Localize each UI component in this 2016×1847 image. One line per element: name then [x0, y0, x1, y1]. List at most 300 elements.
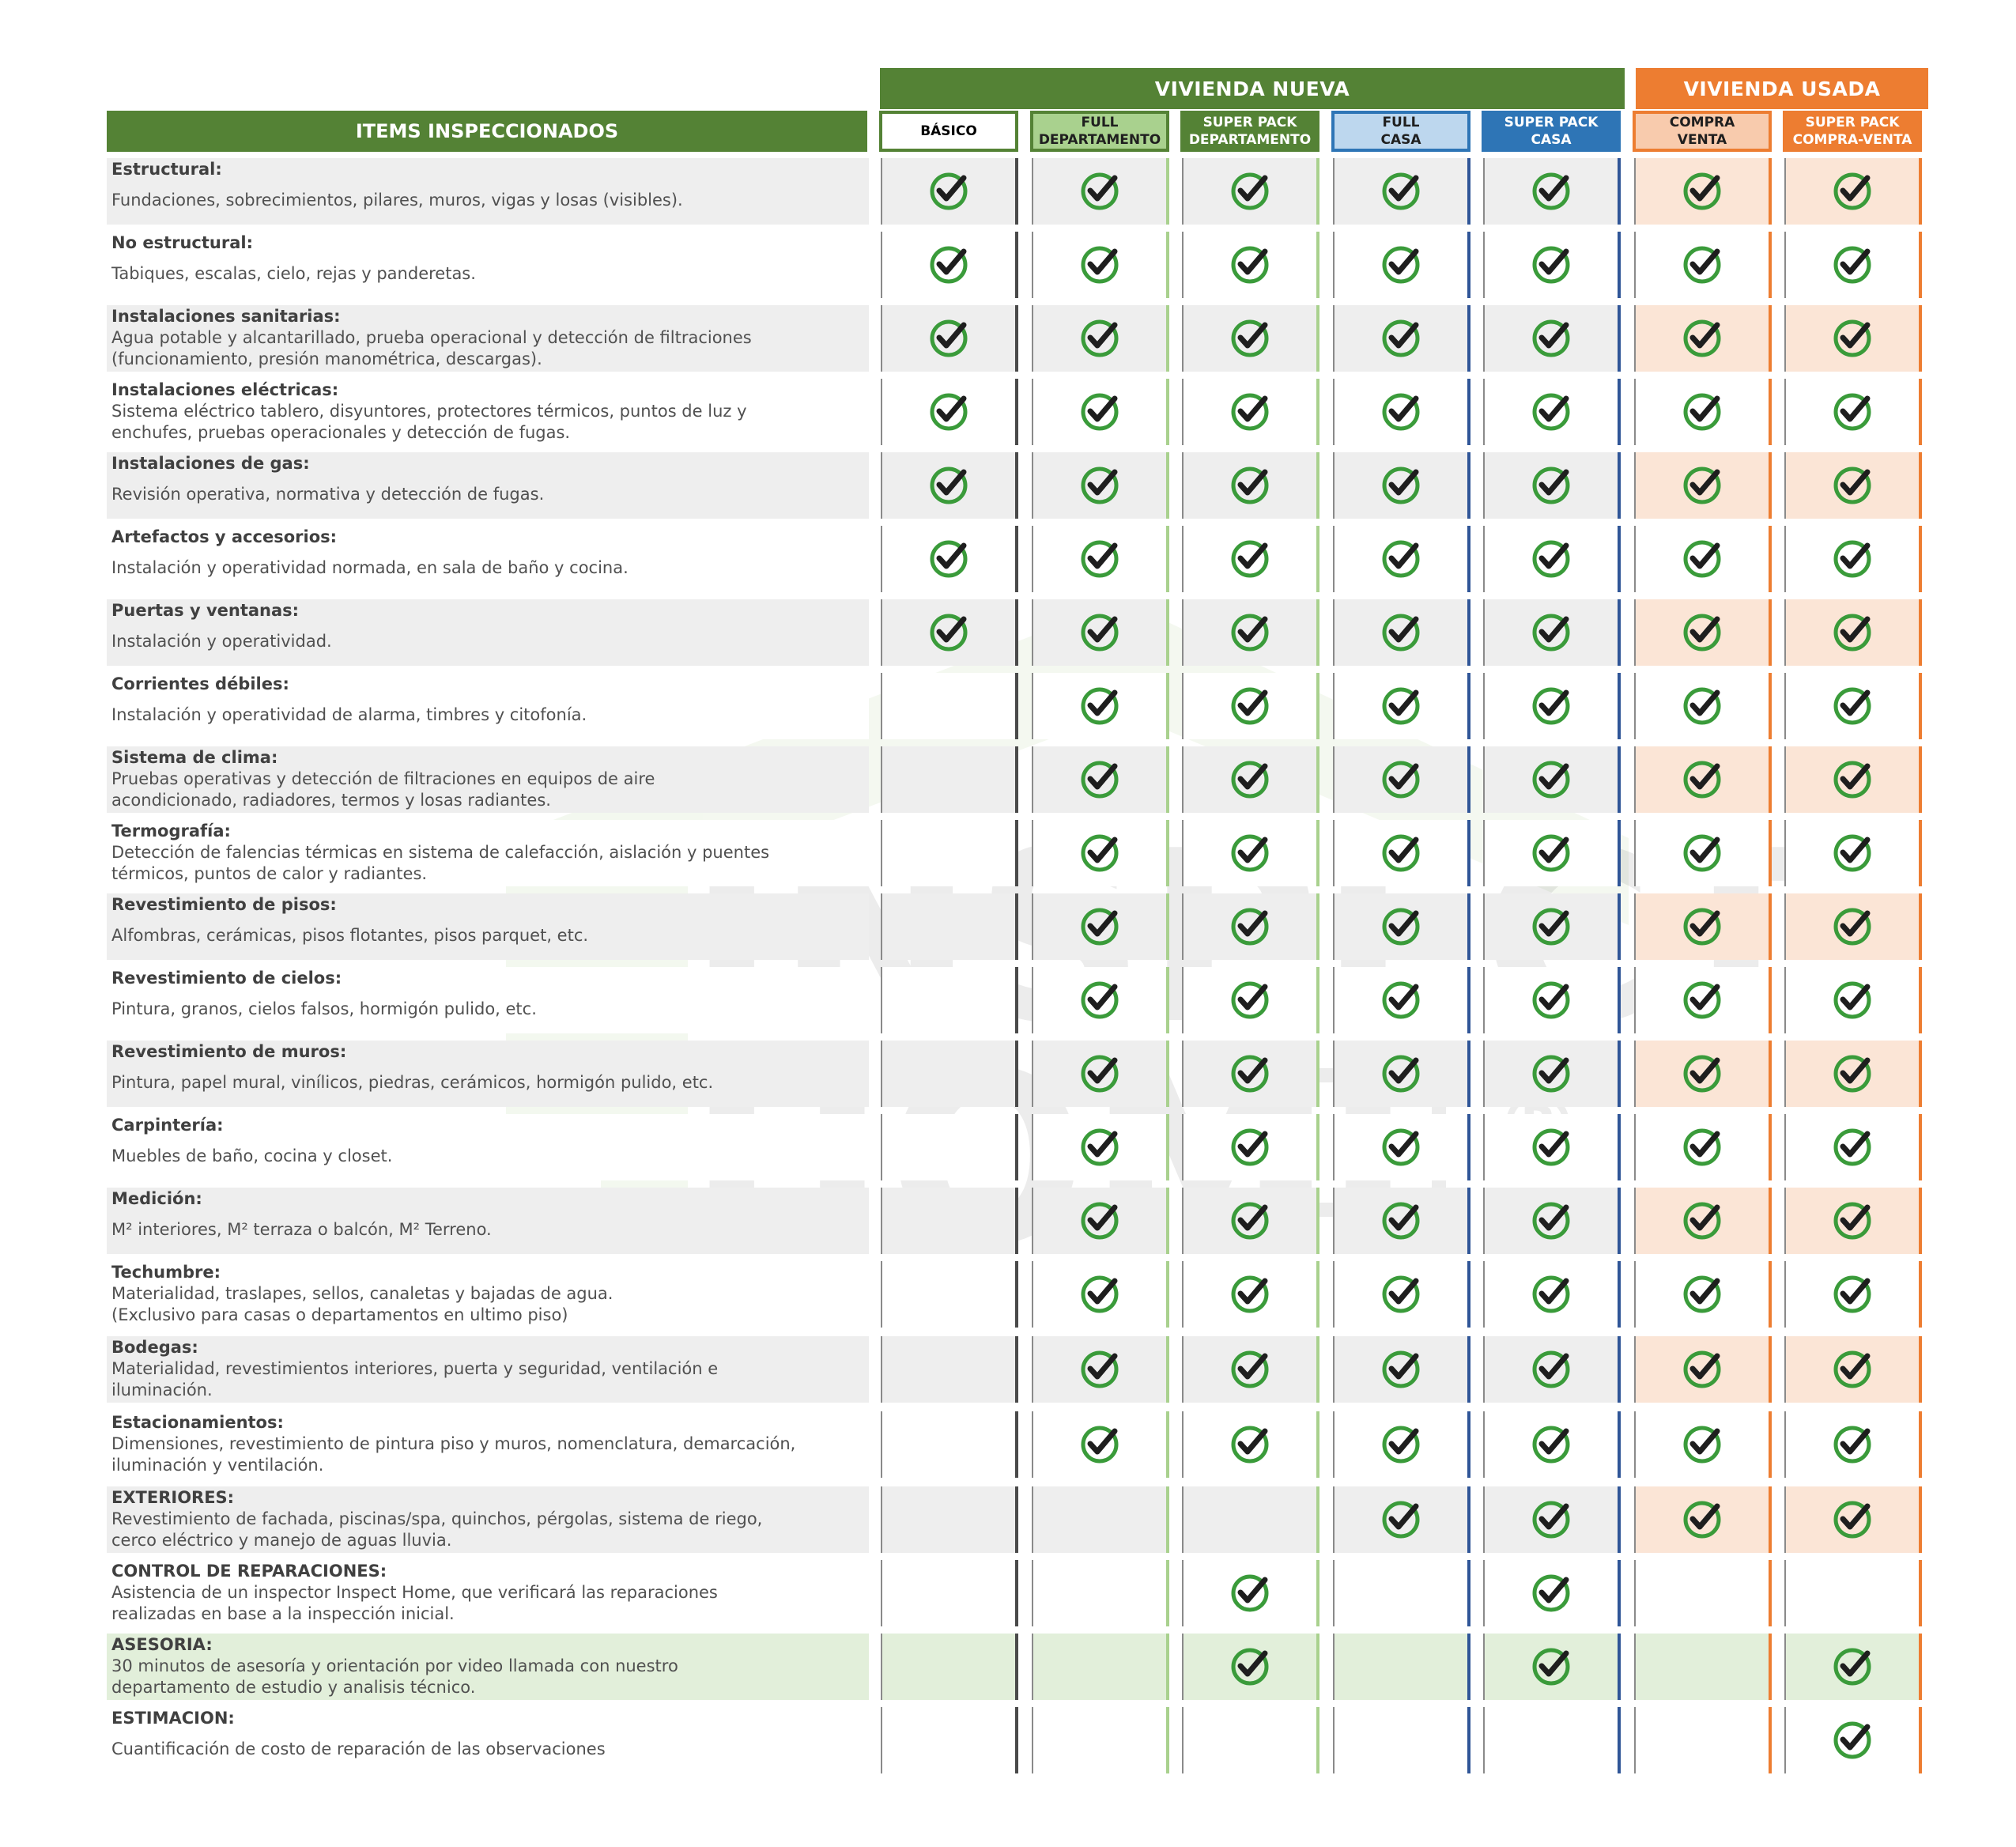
item-description: Materialidad, traslapes, sellos, canaletas y bajadas de agua. (Exclusivo para casas o departamentos en ultimo piso)	[111, 1284, 613, 1324]
check-icon	[1380, 759, 1421, 800]
cell-compra-venta	[1634, 379, 1772, 445]
check-icon	[1229, 980, 1270, 1021]
cell-super-pack-casa	[1483, 1114, 1621, 1180]
item-title: Revestimiento de pisos:	[111, 895, 337, 914]
cell-super-pack-departamento	[1182, 232, 1319, 298]
item-description: Instalación y operatividad normada, en sala de baño y cocina.	[111, 558, 629, 577]
table-row	[0, 379, 2016, 445]
check-icon	[1229, 318, 1270, 359]
cell-super-pack-departamento	[1182, 1707, 1319, 1773]
cell-super-pack-casa	[1483, 1188, 1621, 1254]
cell-basico	[881, 967, 1018, 1033]
cell-super-pack-compra-venta	[1784, 526, 1922, 592]
check-icon	[1229, 465, 1270, 506]
check-icon	[1531, 612, 1572, 653]
check-icon	[1682, 686, 1723, 727]
cell-full-casa	[1333, 452, 1470, 519]
cell-super-pack-departamento	[1182, 599, 1319, 666]
item-description: Tabiques, escalas, cielo, rejas y panderetas.	[111, 264, 476, 283]
check-icon	[1531, 1200, 1572, 1241]
cell-basico	[881, 1707, 1018, 1773]
table-row	[0, 452, 2016, 519]
check-icon	[1380, 980, 1421, 1021]
cell-super-pack-casa	[1483, 1486, 1621, 1553]
cell-basico	[881, 1114, 1018, 1180]
check-icon	[1682, 1349, 1723, 1390]
cell-full-departamento	[1032, 379, 1169, 445]
cell-full-casa	[1333, 1634, 1470, 1700]
cell-super-pack-casa	[1483, 820, 1621, 886]
cell-basico	[881, 820, 1018, 886]
cell-super-pack-departamento	[1182, 893, 1319, 960]
cell-full-casa	[1333, 1041, 1470, 1107]
table-row	[0, 232, 2016, 298]
item-title: No estructural:	[111, 233, 253, 252]
table-row	[0, 1707, 2016, 1773]
check-icon	[1229, 1200, 1270, 1241]
check-icon	[1832, 833, 1873, 874]
cell-basico	[881, 1486, 1018, 1553]
cell-super-pack-departamento	[1182, 158, 1319, 225]
cell-basico	[881, 452, 1018, 519]
check-icon	[1079, 171, 1120, 212]
check-icon	[1229, 391, 1270, 432]
check-icon	[1832, 1349, 1873, 1390]
cell-full-casa	[1333, 893, 1470, 960]
item-description: Detección de falencias térmicas en sistema de calefacción, aislación y puentes térmicos, puntos de calor y radiantes.	[111, 843, 770, 883]
cell-basico	[881, 379, 1018, 445]
check-icon	[1531, 833, 1572, 874]
cell-super-pack-compra-venta	[1784, 1041, 1922, 1107]
cell-super-pack-departamento	[1182, 1411, 1319, 1478]
item-description: Instalación y operatividad.	[111, 632, 332, 651]
check-icon	[1832, 1499, 1873, 1540]
check-icon	[1682, 1053, 1723, 1094]
check-icon	[1380, 1349, 1421, 1390]
check-icon	[1229, 1053, 1270, 1094]
cell-full-departamento	[1032, 820, 1169, 886]
check-icon	[1682, 1424, 1723, 1465]
cell-compra-venta	[1634, 1707, 1772, 1773]
check-icon	[1079, 1127, 1120, 1168]
check-icon	[1832, 1424, 1873, 1465]
item-title: Sistema de clima:	[111, 748, 278, 767]
check-icon	[1079, 906, 1120, 947]
item-description: Dimensiones, revestimiento de pintura piso y muros, nomenclatura, demarcación, iluminación y ventilación.	[111, 1434, 796, 1475]
cell-full-departamento	[1032, 673, 1169, 739]
check-icon	[1380, 906, 1421, 947]
cell-basico	[881, 1336, 1018, 1403]
table-row	[0, 526, 2016, 592]
cell-full-casa	[1333, 158, 1470, 225]
check-icon	[1832, 980, 1873, 1021]
cell-compra-venta	[1634, 893, 1772, 960]
cell-compra-venta	[1634, 599, 1772, 666]
check-icon	[1380, 1274, 1421, 1315]
check-icon	[1229, 759, 1270, 800]
check-icon	[1682, 171, 1723, 212]
cell-super-pack-compra-venta	[1784, 1707, 1922, 1773]
item-description: Asistencia de un inspector Inspect Home, que verificará las reparaciones realizadas en base a la inspección inicial.	[111, 1583, 718, 1623]
cell-full-departamento	[1032, 452, 1169, 519]
cell-super-pack-compra-venta	[1784, 305, 1922, 372]
cell-compra-venta	[1634, 673, 1772, 739]
check-icon	[1682, 612, 1723, 653]
cell-full-departamento	[1032, 526, 1169, 592]
check-icon	[1380, 1424, 1421, 1465]
check-icon	[1079, 686, 1120, 727]
check-icon	[1531, 1424, 1572, 1465]
cell-basico	[881, 893, 1018, 960]
cell-full-departamento	[1032, 1707, 1169, 1773]
check-icon	[1531, 465, 1572, 506]
cell-super-pack-casa	[1483, 893, 1621, 960]
cell-full-departamento	[1032, 158, 1169, 225]
cell-super-pack-departamento	[1182, 1336, 1319, 1403]
cell-super-pack-departamento	[1182, 1041, 1319, 1107]
check-icon	[1229, 906, 1270, 947]
item-description: Pruebas operativas y detección de filtraciones en equipos de aire acondicionado, radiadores, termos y losas radiantes.	[111, 769, 655, 810]
cell-super-pack-casa	[1483, 746, 1621, 813]
cell-super-pack-departamento	[1182, 1486, 1319, 1553]
check-icon	[1229, 1573, 1270, 1614]
cell-super-pack-casa	[1483, 232, 1621, 298]
cell-basico	[881, 1411, 1018, 1478]
cell-super-pack-casa	[1483, 1707, 1621, 1773]
package-header-full-casa: FULL CASA	[1331, 111, 1470, 152]
check-icon	[1832, 391, 1873, 432]
check-icon	[1682, 318, 1723, 359]
cell-super-pack-departamento	[1182, 967, 1319, 1033]
check-icon	[1380, 1053, 1421, 1094]
item-title: Instalaciones eléctricas:	[111, 380, 339, 399]
cell-basico	[881, 1041, 1018, 1107]
table-row	[0, 746, 2016, 813]
cell-compra-venta	[1634, 1336, 1772, 1403]
check-icon	[1682, 1274, 1723, 1315]
check-icon	[1380, 1127, 1421, 1168]
package-header-super-pack-compra-venta: SUPER PACK COMPRA-VENTA	[1783, 111, 1922, 152]
check-icon	[1079, 318, 1120, 359]
check-icon	[1079, 391, 1120, 432]
check-icon	[1079, 1200, 1120, 1241]
cell-full-casa	[1333, 1560, 1470, 1626]
check-icon	[928, 612, 969, 653]
table-row	[0, 158, 2016, 225]
item-title: Instalaciones de gas:	[111, 454, 310, 473]
item-title: Revestimiento de muros:	[111, 1042, 347, 1061]
check-icon	[1229, 1424, 1270, 1465]
check-icon	[1380, 686, 1421, 727]
cell-super-pack-casa	[1483, 1336, 1621, 1403]
check-icon	[1531, 391, 1572, 432]
cell-super-pack-casa	[1483, 526, 1621, 592]
package-header-basico: BÁSICO	[879, 111, 1018, 152]
item-title: Artefactos y accesorios:	[111, 527, 338, 546]
check-icon	[1531, 244, 1572, 285]
check-icon	[1832, 1127, 1873, 1168]
check-icon	[1229, 1127, 1270, 1168]
check-icon	[1531, 1127, 1572, 1168]
check-icon	[1682, 980, 1723, 1021]
item-description: Materialidad, revestimientos interiores, puerta y seguridad, ventilación e iluminación.	[111, 1359, 719, 1399]
cell-super-pack-casa	[1483, 1261, 1621, 1328]
check-icon	[1682, 906, 1723, 947]
table-row	[0, 893, 2016, 960]
check-icon	[1682, 1499, 1723, 1540]
check-icon	[928, 318, 969, 359]
cell-super-pack-compra-venta	[1784, 967, 1922, 1033]
check-icon	[928, 244, 969, 285]
item-title: EXTERIORES:	[111, 1488, 235, 1507]
check-icon	[1380, 538, 1421, 580]
cell-super-pack-departamento	[1182, 1188, 1319, 1254]
item-description: Cuantificación de costo de reparación de las observaciones	[111, 1739, 606, 1758]
check-icon	[1832, 1274, 1873, 1315]
cell-full-casa	[1333, 379, 1470, 445]
check-icon	[928, 538, 969, 580]
check-icon	[1832, 465, 1873, 506]
table-row	[0, 599, 2016, 666]
cell-compra-venta	[1634, 967, 1772, 1033]
cell-super-pack-casa	[1483, 379, 1621, 445]
check-icon	[1380, 391, 1421, 432]
cell-super-pack-departamento	[1182, 379, 1319, 445]
check-icon	[1832, 171, 1873, 212]
table-row	[0, 1411, 2016, 1478]
cell-super-pack-casa	[1483, 158, 1621, 225]
check-icon	[1682, 1127, 1723, 1168]
cell-basico	[881, 305, 1018, 372]
check-icon	[1380, 1200, 1421, 1241]
check-icon	[1079, 244, 1120, 285]
item-description: Muebles de baño, cocina y closet.	[111, 1146, 393, 1165]
cell-super-pack-departamento	[1182, 305, 1319, 372]
cell-full-departamento	[1032, 1411, 1169, 1478]
item-description: M² interiores, M² terraza o balcón, M² Terreno.	[111, 1220, 492, 1239]
check-icon	[1832, 686, 1873, 727]
table-row	[0, 967, 2016, 1033]
cell-super-pack-compra-venta	[1784, 746, 1922, 813]
check-icon	[1531, 980, 1572, 1021]
cell-super-pack-departamento	[1182, 673, 1319, 739]
cell-compra-venta	[1634, 232, 1772, 298]
cell-basico	[881, 232, 1018, 298]
check-icon	[1079, 538, 1120, 580]
item-title: Puertas y ventanas:	[111, 601, 300, 620]
cell-compra-venta	[1634, 1486, 1772, 1553]
check-icon	[1380, 244, 1421, 285]
check-icon	[1079, 759, 1120, 800]
item-description: 30 minutos de asesoría y orientación por video llamada con nuestro departamento de estudio y analisis técnico.	[111, 1656, 678, 1697]
cell-basico	[881, 746, 1018, 813]
cell-super-pack-departamento	[1182, 1114, 1319, 1180]
check-icon	[1682, 833, 1723, 874]
item-title: Carpintería:	[111, 1116, 224, 1135]
cell-full-casa	[1333, 746, 1470, 813]
check-icon	[1079, 833, 1120, 874]
check-icon	[1229, 1646, 1270, 1687]
vivienda-usada-header: VIVIENDA USADA	[1636, 68, 1928, 109]
item-title: Revestimiento de cielos:	[111, 969, 342, 988]
cell-basico	[881, 1634, 1018, 1700]
cell-compra-venta	[1634, 1411, 1772, 1478]
cell-super-pack-casa	[1483, 452, 1621, 519]
item-title: Instalaciones sanitarias:	[111, 307, 341, 326]
cell-basico	[881, 1188, 1018, 1254]
cell-compra-venta	[1634, 158, 1772, 225]
check-icon	[1832, 612, 1873, 653]
item-title: Medición:	[111, 1189, 202, 1208]
cell-full-casa	[1333, 1486, 1470, 1553]
cell-full-casa	[1333, 305, 1470, 372]
item-title: Estacionamientos:	[111, 1413, 284, 1432]
package-header-full-departamento: FULL DEPARTAMENTO	[1030, 111, 1169, 152]
cell-compra-venta	[1634, 1560, 1772, 1626]
check-icon	[1229, 538, 1270, 580]
item-description: Instalación y operatividad de alarma, timbres y citofonía.	[111, 705, 587, 724]
table-row	[0, 1486, 2016, 1553]
table-row	[0, 1336, 2016, 1403]
check-icon	[1380, 465, 1421, 506]
check-icon	[1531, 318, 1572, 359]
item-title: Estructural:	[111, 160, 222, 179]
check-icon	[928, 465, 969, 506]
package-header-super-pack-departamento: SUPER PACK DEPARTAMENTO	[1180, 111, 1319, 152]
cell-super-pack-compra-venta	[1784, 1560, 1922, 1626]
cell-compra-venta	[1634, 305, 1772, 372]
check-icon	[1079, 465, 1120, 506]
cell-full-departamento	[1032, 1486, 1169, 1553]
cell-super-pack-compra-venta	[1784, 1336, 1922, 1403]
check-icon	[1531, 1573, 1572, 1614]
cell-full-departamento	[1032, 746, 1169, 813]
check-icon	[1531, 686, 1572, 727]
check-icon	[1229, 833, 1270, 874]
item-description: Agua potable y alcantarillado, prueba operacional y detección de filtraciones (funcionamiento, presión manométrica, descargas).	[111, 328, 752, 368]
cell-super-pack-casa	[1483, 599, 1621, 666]
cell-full-departamento	[1032, 1634, 1169, 1700]
cell-super-pack-compra-venta	[1784, 1261, 1922, 1328]
cell-full-casa	[1333, 1707, 1470, 1773]
item-description: Revestimiento de fachada, piscinas/spa, quinchos, pérgolas, sistema de riego, cerco eléctrico y manejo de aguas lluvia.	[111, 1509, 763, 1550]
cell-full-casa	[1333, 1411, 1470, 1478]
cell-super-pack-departamento	[1182, 452, 1319, 519]
check-icon	[1380, 318, 1421, 359]
check-icon	[1531, 759, 1572, 800]
item-description: Sistema eléctrico tablero, disyuntores, protectores térmicos, puntos de luz y enchufes, pruebas operacionales y detección de fugas.	[111, 402, 747, 442]
cell-super-pack-departamento	[1182, 1560, 1319, 1626]
check-icon	[1079, 980, 1120, 1021]
item-title: Techumbre:	[111, 1263, 221, 1282]
cell-super-pack-compra-venta	[1784, 673, 1922, 739]
cell-compra-venta	[1634, 1634, 1772, 1700]
check-icon	[1832, 1200, 1873, 1241]
check-icon	[1531, 1646, 1572, 1687]
check-icon	[1531, 171, 1572, 212]
cell-basico	[881, 599, 1018, 666]
check-icon	[1832, 538, 1873, 580]
check-icon	[1229, 612, 1270, 653]
cell-super-pack-departamento	[1182, 1634, 1319, 1700]
item-title: Termografía:	[111, 822, 231, 840]
check-icon	[1682, 1200, 1723, 1241]
cell-super-pack-casa	[1483, 673, 1621, 739]
cell-full-departamento	[1032, 1188, 1169, 1254]
cell-full-departamento	[1032, 893, 1169, 960]
item-title: Bodegas:	[111, 1338, 198, 1357]
cell-super-pack-compra-venta	[1784, 599, 1922, 666]
table-row	[0, 1041, 2016, 1107]
cell-compra-venta	[1634, 1041, 1772, 1107]
check-icon	[1380, 171, 1421, 212]
items-inspeccionados-header: ITEMS INSPECCIONADOS	[107, 111, 867, 152]
cell-full-casa	[1333, 526, 1470, 592]
table-row	[0, 1261, 2016, 1328]
package-header-compra-venta: COMPRA VENTA	[1633, 111, 1772, 152]
table-row	[0, 673, 2016, 739]
table-row	[0, 1114, 2016, 1180]
check-icon	[1531, 538, 1572, 580]
cell-super-pack-casa	[1483, 1411, 1621, 1478]
cell-full-casa	[1333, 673, 1470, 739]
cell-full-casa	[1333, 967, 1470, 1033]
check-icon	[1832, 318, 1873, 359]
cell-full-departamento	[1032, 1560, 1169, 1626]
cell-super-pack-casa	[1483, 1041, 1621, 1107]
item-description: Pintura, papel mural, vinílicos, piedras, cerámicos, hormigón pulido, etc.	[111, 1073, 714, 1092]
cell-super-pack-casa	[1483, 1634, 1621, 1700]
cell-super-pack-casa	[1483, 967, 1621, 1033]
cell-basico	[881, 1560, 1018, 1626]
item-description: Revisión operativa, normativa y detección de fugas.	[111, 485, 545, 504]
item-title: ASESORIA:	[111, 1635, 213, 1654]
cell-full-departamento	[1032, 305, 1169, 372]
cell-full-casa	[1333, 1336, 1470, 1403]
item-description: Fundaciones, sobrecimientos, pilares, muros, vigas y losas (visibles).	[111, 191, 683, 210]
cell-full-departamento	[1032, 1261, 1169, 1328]
item-title: Corrientes débiles:	[111, 674, 289, 693]
item-description: Pintura, granos, cielos falsos, hormigón pulido, etc.	[111, 999, 537, 1018]
cell-basico	[881, 673, 1018, 739]
cell-super-pack-compra-venta	[1784, 1634, 1922, 1700]
cell-basico	[881, 158, 1018, 225]
cell-super-pack-compra-venta	[1784, 1411, 1922, 1478]
cell-compra-venta	[1634, 820, 1772, 886]
check-icon	[1380, 833, 1421, 874]
cell-super-pack-compra-venta	[1784, 452, 1922, 519]
cell-compra-venta	[1634, 1261, 1772, 1328]
cell-super-pack-compra-venta	[1784, 1188, 1922, 1254]
check-icon	[1079, 1274, 1120, 1315]
cell-basico	[881, 1261, 1018, 1328]
check-icon	[1682, 244, 1723, 285]
cell-compra-venta	[1634, 1188, 1772, 1254]
cell-super-pack-compra-venta	[1784, 1486, 1922, 1553]
check-icon	[1229, 1349, 1270, 1390]
check-icon	[1079, 1349, 1120, 1390]
package-header-super-pack-casa: SUPER PACK CASA	[1482, 111, 1621, 152]
check-icon	[1832, 1720, 1873, 1761]
cell-super-pack-compra-venta	[1784, 379, 1922, 445]
check-icon	[1531, 1274, 1572, 1315]
check-icon	[928, 391, 969, 432]
cell-super-pack-casa	[1483, 305, 1621, 372]
table-row	[0, 1634, 2016, 1700]
cell-full-casa	[1333, 1114, 1470, 1180]
cell-full-casa	[1333, 232, 1470, 298]
cell-super-pack-departamento	[1182, 526, 1319, 592]
